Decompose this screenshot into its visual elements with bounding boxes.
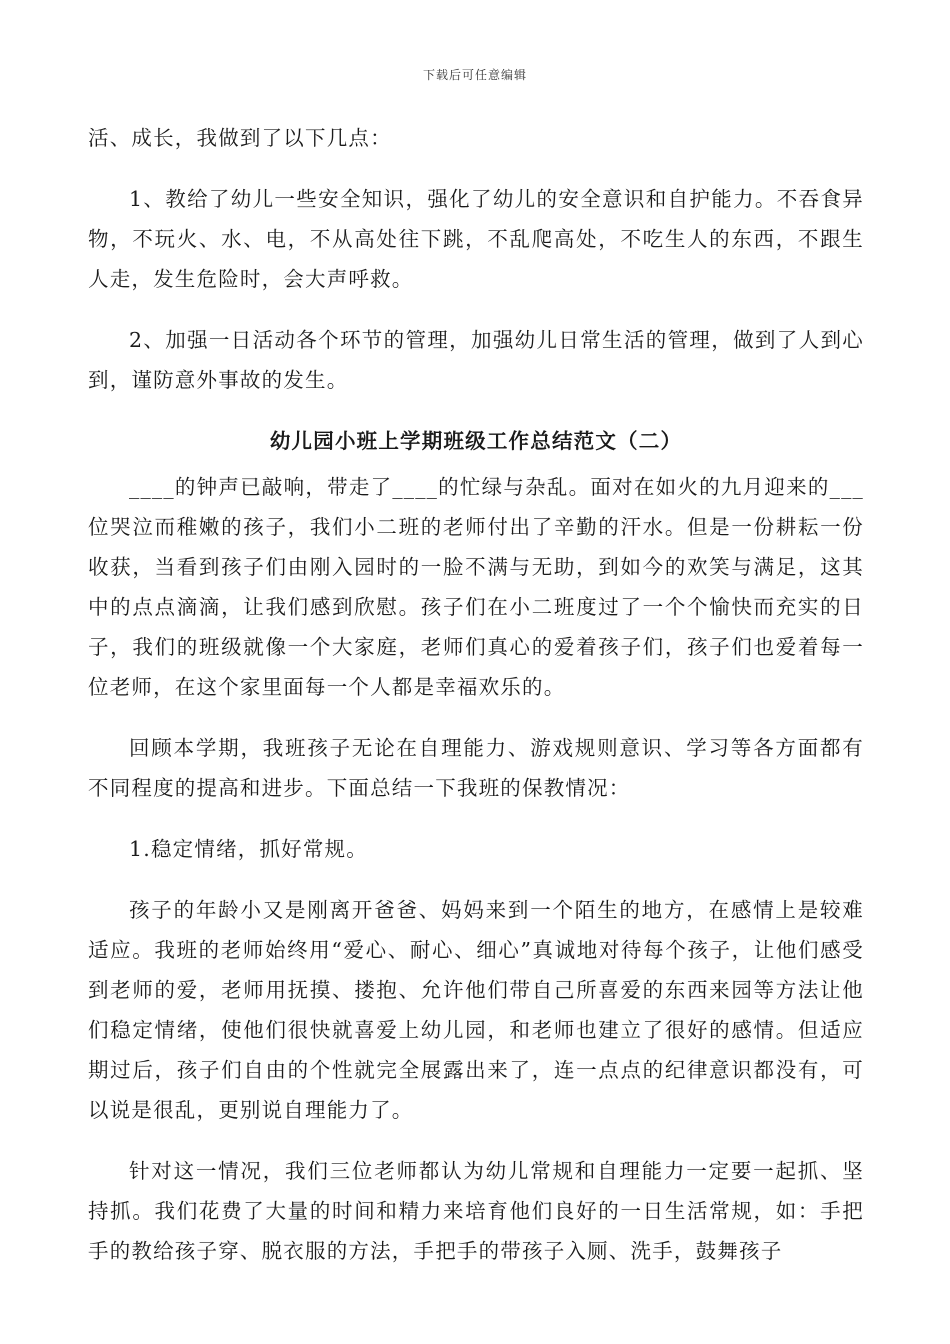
section-title: 幼儿园小班上学期班级工作总结范文（二） (269, 429, 683, 453)
paragraph-review: 回顾本学期，我班孩子无论在自理能力、游戏规则意识、学习等各方面都有不同程度的提高和进步。下面总结一下我班的保教情况： (88, 736, 864, 800)
paragraph-intro: ____的钟声已敲响，带走了____的忙绿与杂乱。面对在如火的九月迎来的___位哭泣而稚嫩的孩子，我们小二班的老师付出了辛勤的汗水。但是一份耕耘一份收获，当看到孩子们由刚入园时的一脸不满与无助，到如今的欢笑与满足，这其中的点点滴滴，让我们感到欣慰。孩子们在小二班度过了一个个愉快而充实的日子，我们的班级就像一个大家庭，老师们真心的爱着孩子们，孩子们也爱着每一位老师，在这个家里面每一个人都是幸福欢乐的。 (88, 475, 864, 699)
paragraph-safety-knowledge: 1、教给了幼儿一些安全知识，强化了幼儿的安全意识和自护能力。不吞食异物，不玩火、水、电，不从高处往下跳，不乱爬高处，不吃生人的东西，不跟生人走，发生危险时，会大声呼救。 (88, 187, 864, 291)
paragraph-routines: 针对这一情况，我们三位老师都认为幼儿常规和自理能力一定要一起抓、坚持抓。我们花费了大量的时间和精力来培育他们良好的一日生活常规，如：手把手的教给孩子穿、脱衣服的方法，手把手的带孩子入厕、洗手，鼓舞孩子 (88, 1159, 864, 1263)
document-body (88, 118, 864, 1292)
page-header-note: 下载后可任意编辑 (422, 68, 527, 82)
paragraph-continuation: 活、成长，我做到了以下几点： (88, 126, 392, 150)
paragraph-emotions: 孩子的年龄小又是刚离开爸爸、妈妈来到一个陌生的地方，在感情上是较难适应。我班的老师始终用“爱心、耐心、细心”真诚地对待每个孩子，让他们感受到老师的爱，老师用抚摸、搂抱、允许他们带自己所喜爱的东西来园等方法让他们稳定情绪，使他们很快就喜爱上幼儿园，和老师也建立了很好的感情。但适应期过后，孩子们自由的个性就完全展露出来了，连一点点的纪律意识都没有，可以说是很乱，更别说自理能力了。 (88, 898, 864, 1122)
paragraph-point-1-heading: 1.稳定情绪，抓好常规。 (129, 837, 368, 861)
paragraph-daily-management: 2、加强一日活动各个环节的管理，加强幼儿日常生活的管理，做到了人到心到，谨防意外事故的发生。 (88, 328, 864, 392)
